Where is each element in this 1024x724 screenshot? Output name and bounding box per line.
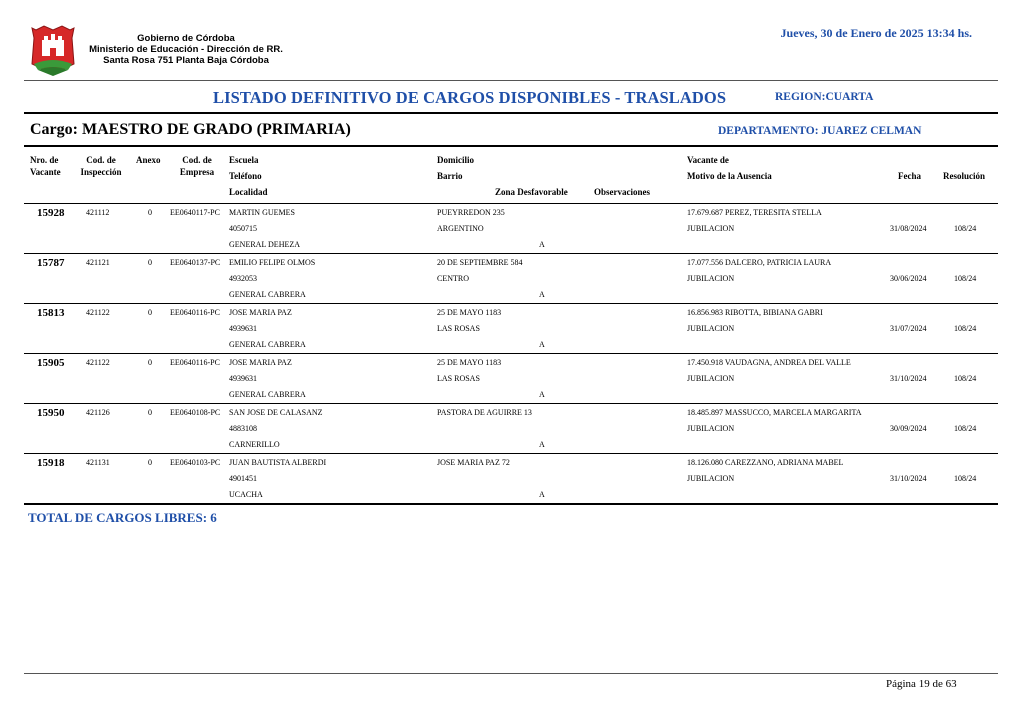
col-empresa [174, 154, 220, 178]
table-row [24, 403, 998, 454]
fecha: 30/09/2024 [890, 424, 927, 433]
domicilio: 25 DE MAYO 1183 [437, 308, 502, 317]
org-name: Gobierno de Córdoba [137, 33, 235, 44]
col-domicilio: Domicilio [437, 155, 474, 165]
vacante-number: 15905 [37, 357, 65, 369]
domicilio: PASTORA DE AGUIRRE 13 [437, 408, 532, 417]
col-observaciones: Observaciones [594, 187, 650, 197]
anexo-value: 0 [148, 208, 152, 217]
localidad: GENERAL CABRERA [229, 340, 306, 349]
resolucion: 108/24 [954, 374, 977, 383]
fecha: 31/10/2024 [890, 474, 927, 483]
col-nro-line2: Vacante [30, 167, 61, 177]
total-label: TOTAL DE CARGOS LIBRES: [28, 510, 208, 525]
table-row [24, 353, 998, 404]
col-emp-line1: Cod. de [182, 155, 212, 165]
localidad: GENERAL CABRERA [229, 390, 306, 399]
motivo-ausencia: JUBILACION [687, 224, 735, 233]
table-row [24, 453, 998, 505]
localidad: GENERAL CABRERA [229, 290, 306, 299]
domicilio: 25 DE MAYO 1183 [437, 358, 502, 367]
telefono: 4939631 [229, 374, 257, 383]
vacante-de: 17.450.918 VAUDAGNA, ANDREA DEL VALLE [687, 358, 851, 367]
motivo-ausencia: JUBILACION [687, 474, 735, 483]
col-nro-line1: Nro. de [30, 155, 59, 165]
page-title: LISTADO DEFINITIVO DE CARGOS DISPONIBLES - TRASLADOS [213, 88, 727, 107]
col-fecha: Fecha [898, 171, 921, 181]
vacante-number: 15918 [37, 457, 65, 469]
header-divider [24, 80, 998, 81]
col-inspeccion [76, 154, 126, 178]
fecha: 31/08/2024 [890, 224, 927, 233]
vacante-number: 15928 [37, 207, 65, 219]
col-telefono: Teléfono [229, 171, 262, 181]
localidad: GENERAL DEHEZA [229, 240, 301, 249]
vacante-de: 18.126.080 CAREZZANO, ADRIANA MABEL [687, 458, 844, 467]
inspeccion-code: 421122 [86, 358, 110, 367]
empresa-code: EE0640108-PC [170, 408, 221, 417]
total-cargos [28, 510, 217, 526]
inspeccion-code: 421126 [86, 408, 110, 417]
departamento-label: DEPARTAMENTO: JUAREZ CELMAN [718, 125, 922, 137]
zona-desfavorable: A [539, 240, 545, 249]
table-header [0, 154, 1024, 202]
domicilio: 20 DE SEPTIEMBRE 584 [437, 258, 523, 267]
col-insp-line2: Inspección [80, 167, 122, 177]
escuela-name: SAN JOSE DE CALASANZ [229, 408, 323, 417]
fecha: 31/10/2024 [890, 374, 927, 383]
fecha: 31/07/2024 [890, 324, 927, 333]
barrio: LAS ROSAS [437, 374, 480, 383]
cargo-value: MAESTRO DE GRADO (PRIMARIA) [81, 121, 351, 138]
empresa-code: EE0640116-PC [170, 308, 220, 317]
cordoba-coat-of-arms-icon [28, 24, 78, 78]
title-divider [24, 112, 998, 114]
region-label: REGION:CUARTA [775, 91, 874, 103]
report-date: Jueves, 30 de Enero de 2025 13:34 hs. [780, 26, 972, 40]
anexo-value: 0 [148, 258, 152, 267]
inspeccion-code: 421122 [86, 308, 110, 317]
inspeccion-code: 421121 [86, 258, 110, 267]
col-motivo: Motivo de la Ausencia [687, 171, 772, 181]
zona-desfavorable: A [539, 390, 545, 399]
zona-desfavorable: A [539, 340, 545, 349]
empresa-code: EE0640137-PC [170, 258, 221, 267]
col-resolucion: Resolución [943, 171, 986, 181]
telefono: 4050715 [229, 224, 257, 233]
col-zona-desfavorable: Zona Desfavorable [495, 187, 568, 197]
cargo-heading [30, 121, 351, 139]
barrio: LAS ROSAS [437, 324, 480, 333]
table-row [24, 203, 998, 254]
vacante-de: 16.856.983 RIBOTTA, BIBIANA GABRI [687, 308, 823, 317]
inspeccion-code: 421131 [86, 458, 110, 467]
col-insp-line1: Cod. de [86, 155, 116, 165]
vacante-number: 15787 [37, 257, 65, 269]
anexo-value: 0 [148, 458, 152, 467]
table-row [24, 303, 998, 354]
col-vacante-de: Vacante de [687, 155, 729, 165]
col-emp-line2: Empresa [179, 167, 215, 177]
escuela-name: JOSE MARIA PAZ [229, 308, 292, 317]
vacante-number: 15950 [37, 407, 65, 419]
telefono: 4939631 [229, 324, 257, 333]
cargo-label: Cargo: [30, 121, 78, 138]
org-address: Santa Rosa 751 Planta Baja Córdoba [103, 55, 269, 66]
anexo-value: 0 [148, 358, 152, 367]
localidad: CARNERILLO [229, 440, 280, 449]
col-anexo: Anexo [136, 155, 161, 165]
resolucion: 108/24 [954, 224, 977, 233]
fecha: 30/06/2024 [890, 274, 927, 283]
barrio: CENTRO [437, 274, 469, 283]
escuela-name: JUAN BAUTISTA ALBERDI [229, 458, 327, 467]
org-department: Ministerio de Educación - Dirección de RR. [89, 44, 283, 55]
resolucion: 108/24 [954, 424, 977, 433]
footer-divider [24, 673, 998, 674]
escuela-name: JOSE MARIA PAZ [229, 358, 292, 367]
barrio: ARGENTINO [437, 224, 484, 233]
motivo-ausencia: JUBILACION [687, 274, 735, 283]
domicilio: PUEYRREDON 235 [437, 208, 505, 217]
col-barrio: Barrio [437, 171, 463, 181]
cargo-divider [24, 145, 998, 147]
col-localidad: Localidad [229, 187, 268, 197]
escuela-name: EMILIO FELIPE OLMOS [229, 258, 316, 267]
vacante-de: 17.077.556 DALCERO, PATRICIA LAURA [687, 258, 832, 267]
total-value: 6 [210, 510, 217, 525]
resolucion: 108/24 [954, 274, 977, 283]
empresa-code: EE0640116-PC [170, 358, 220, 367]
domicilio: JOSE MARIA PAZ 72 [437, 458, 510, 467]
localidad: UCACHA [229, 490, 263, 499]
vacante-de: 18.485.897 MASSUCCO, MARCELA MARGARITA [687, 408, 862, 417]
motivo-ausencia: JUBILACION [687, 424, 735, 433]
telefono: 4883108 [229, 424, 257, 433]
zona-desfavorable: A [539, 290, 545, 299]
inspeccion-code: 421112 [86, 208, 110, 217]
table-row [24, 253, 998, 304]
anexo-value: 0 [148, 308, 152, 317]
motivo-ausencia: JUBILACION [687, 324, 735, 333]
resolucion: 108/24 [954, 474, 977, 483]
zona-desfavorable: A [539, 490, 545, 499]
page-number: Página 19 de 63 [886, 678, 957, 690]
vacante-number: 15813 [37, 307, 65, 319]
anexo-value: 0 [148, 408, 152, 417]
vacante-de: 17.679.687 PEREZ, TERESITA STELLA [687, 208, 822, 217]
telefono: 4932053 [229, 274, 257, 283]
col-nro-vacante [30, 154, 61, 178]
resolucion: 108/24 [954, 324, 977, 333]
zona-desfavorable: A [539, 440, 545, 449]
telefono: 4901451 [229, 474, 257, 483]
empresa-code: EE0640103-PC [170, 458, 221, 467]
escuela-name: MARTIN GUEMES [229, 208, 295, 217]
col-escuela: Escuela [229, 155, 259, 165]
empresa-code: EE0640117-PC [170, 208, 220, 217]
motivo-ausencia: JUBILACION [687, 374, 735, 383]
